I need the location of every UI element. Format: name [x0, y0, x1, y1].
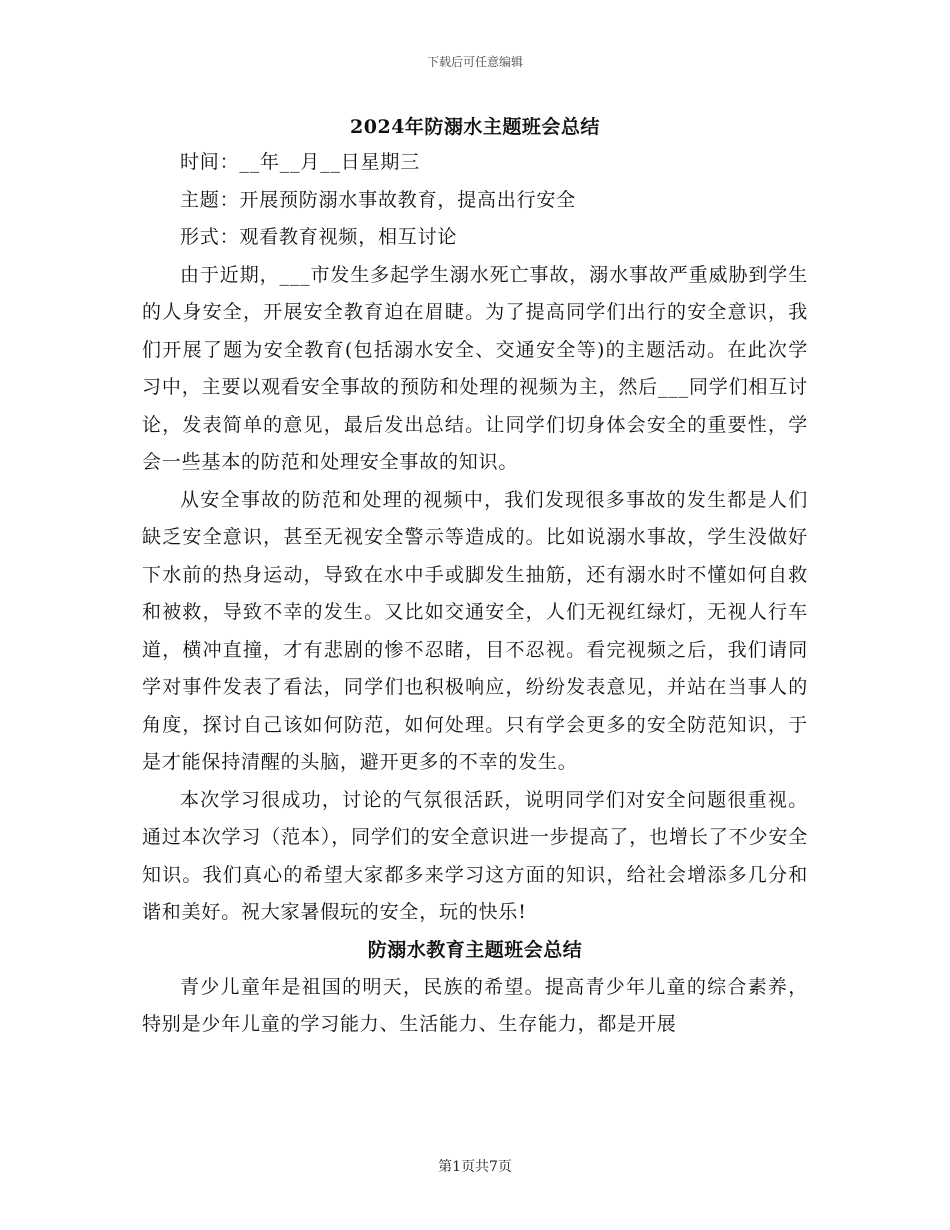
format-line: 形式：观看教育视频，相互讨论 [180, 226, 458, 248]
section-2-title: 防溺水教育主题班会总结 [367, 938, 583, 961]
document-title: 2024年防溺水主题班会总结 [350, 116, 600, 138]
time-line: 时间：__年__月__日星期三 [180, 151, 421, 173]
document-body [142, 110, 808, 1044]
page-indicator: 第1页共7页 [438, 1159, 512, 1175]
paragraph-3: 本次学习很成功，讨论的气氛很活跃，说明同学们对安全问题很重视。通过本次学习（范本），同学们的安全意识进一步提高了，也增长了不少安全知识。我们真心的希望大家都多来学习这方面的知识，给社会增添多几分和谐和美好。祝大家暑假玩的安全，玩的快乐! [142, 788, 808, 923]
topic-line: 主题：开展预防溺水事故教育，提高出行安全 [180, 188, 577, 211]
paragraph-2: 从安全事故的防范和处理的视频中，我们发现很多事故的发生都是人们缺乏安全意识，甚至无视安全警示等造成的。比如说溺水事故，学生没做好下水前的热身运动，导致在水中手或脚发生抽筋，还有溺水时不懂如何自救和被救，导致不幸的发生。又比如交通安全，人们无视红绿灯，无视人行车道，横冲直撞，才有悲剧的惨不忍睹，目不忍视。看完视频之后，我们请同学对事件发表了看法，同学们也积极响应，纷纷发表意见，并站在当事人的角度，探讨自己该如何防范，如何处理。只有学会更多的安全防范知识，于是才能保持清醒的头脑，避开更多的不幸的发生。 [142, 488, 808, 773]
paragraph-1: 由于近期，___市发生多起学生溺水死亡事故，溺水事故严重威胁到学生的人身安全，开展安全教育迫在眉睫。为了提高同学们出行的安全意识，我们开展了题为安全教育(包括溺水安全、交通安全等)的主题活动。在此次学习中，主要以观看安全事故的预防和处理的视频为主，然后___同学们相互讨论，发表简单的意见，最后发出总结。让同学们切身体会安全的重要性，学会一些基本的防范和处理安全事故的知识。 [142, 263, 808, 473]
header-note: 下载后可任意编辑 [426, 55, 523, 69]
section-2-paragraph-1: 青少儿童年是祖国的明天，民族的希望。提高青少年儿童的综合素养，特别是少年儿童的学习能力、生活能力、生存能力，都是开展 [142, 975, 808, 1035]
